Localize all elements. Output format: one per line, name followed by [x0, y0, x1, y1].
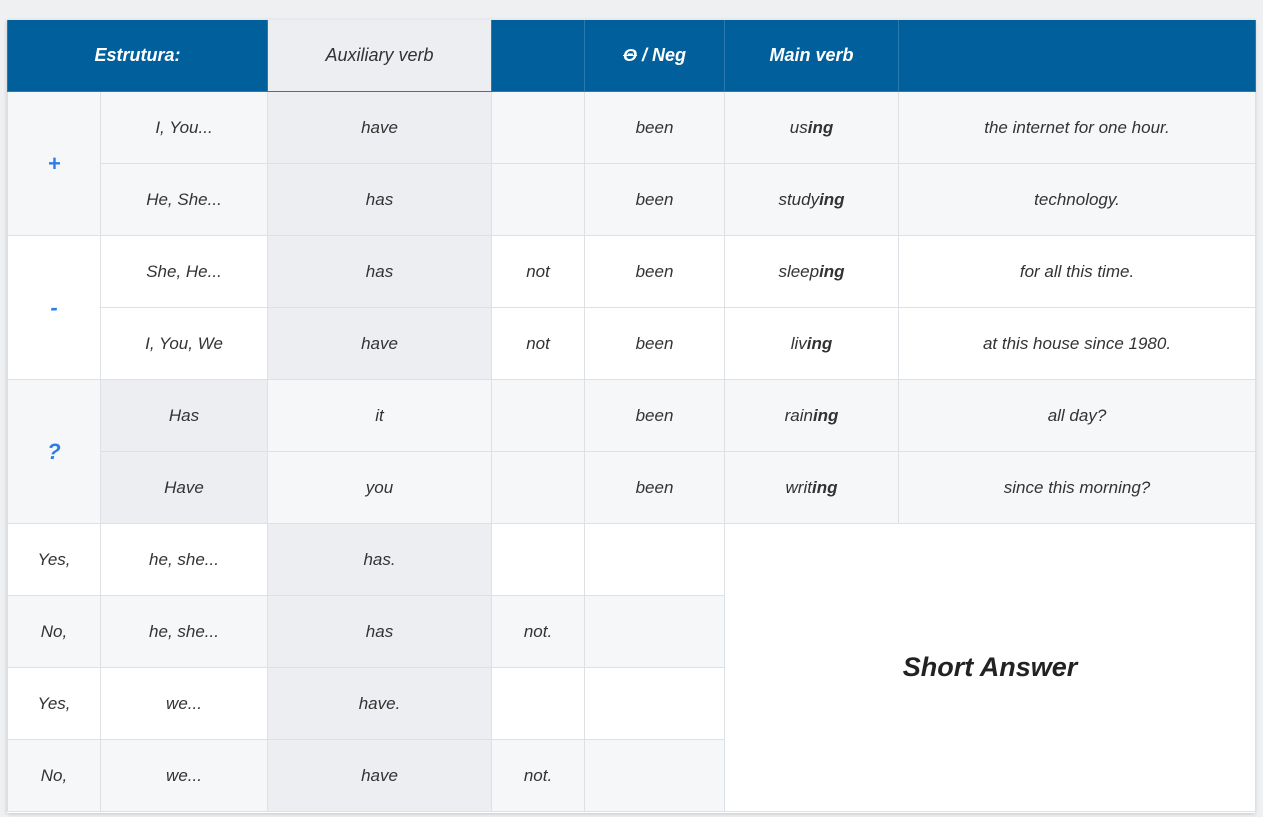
- neg-cell: not.: [492, 740, 585, 812]
- verb-stem: rain: [784, 405, 813, 425]
- table-row: [8, 236, 1256, 308]
- complement-cell: since this morning?: [899, 452, 1256, 524]
- complement-cell: at this house since 1980.: [899, 308, 1256, 380]
- been-cell: been: [585, 92, 725, 164]
- table-row: [8, 92, 1256, 164]
- grammar-table-card: [7, 20, 1255, 813]
- neg-cell: [492, 668, 585, 740]
- subject-cell: She, He...: [101, 236, 268, 308]
- short-answer-label: Short Answer: [725, 524, 1256, 812]
- auxiliary-cell: has: [268, 596, 492, 668]
- auxiliary-cell: have.: [268, 668, 492, 740]
- verb-stem: study: [778, 189, 820, 209]
- verb-suffix: ing: [807, 117, 834, 137]
- answer-cell: Yes,: [8, 524, 101, 596]
- header-auxiliary-verb: Auxiliary verb: [268, 20, 492, 92]
- answer-cell: No,: [8, 596, 101, 668]
- complement-cell: all day?: [899, 380, 1256, 452]
- main-verb-cell: [725, 92, 899, 164]
- main-verb-cell: [725, 452, 899, 524]
- auxiliary-cell: Have: [101, 452, 268, 524]
- main-verb-cell: [725, 164, 899, 236]
- verb-suffix: ing: [812, 405, 839, 425]
- been-cell: been: [585, 236, 725, 308]
- neg-cell: [492, 92, 585, 164]
- subject-cell: I, You, We: [101, 308, 268, 380]
- subject-cell: He, She...: [101, 164, 268, 236]
- neg-symbol: Θ: [623, 45, 638, 65]
- neg-cell: not.: [492, 596, 585, 668]
- complement-cell: the internet for one hour.: [899, 92, 1256, 164]
- main-verb-cell: [725, 236, 899, 308]
- header-blank-2: [899, 20, 1256, 92]
- auxiliary-cell: Has: [101, 380, 268, 452]
- been-cell: been: [585, 164, 725, 236]
- complement-cell: for all this time.: [899, 236, 1256, 308]
- table-row: [8, 524, 1256, 596]
- header-estrutura: Estrutura:: [8, 20, 268, 92]
- been-cell: been: [585, 308, 725, 380]
- subject-cell: it: [268, 380, 492, 452]
- subject-cell: we...: [101, 668, 268, 740]
- auxiliary-cell: has: [268, 236, 492, 308]
- verb-stem: sleep: [778, 261, 820, 281]
- been-cell: been: [585, 452, 725, 524]
- auxiliary-cell: has: [268, 164, 492, 236]
- auxiliary-cell: have: [268, 308, 492, 380]
- table-header-row: [8, 20, 1256, 92]
- neg-cell: [492, 164, 585, 236]
- empty-cell: [585, 740, 725, 812]
- table-row: [8, 164, 1256, 236]
- verb-suffix: ing: [806, 333, 833, 353]
- auxiliary-cell: have: [268, 740, 492, 812]
- subject-cell: I, You...: [101, 92, 268, 164]
- verb-stem: writ: [785, 477, 812, 497]
- answer-cell: No,: [8, 740, 101, 812]
- negative-symbol: -: [8, 236, 101, 380]
- subject-cell: we...: [101, 740, 268, 812]
- main-verb-cell: [725, 308, 899, 380]
- empty-cell: [585, 596, 725, 668]
- empty-cell: [585, 668, 725, 740]
- subject-cell: he, she...: [101, 524, 268, 596]
- interrogative-symbol: ?: [8, 380, 101, 524]
- verb-stem: us: [789, 117, 808, 137]
- neg-cell: not: [492, 308, 585, 380]
- neg-cell: [492, 452, 585, 524]
- neg-cell: [492, 380, 585, 452]
- main-verb-cell: [725, 380, 899, 452]
- table-row: [8, 308, 1256, 380]
- affirmative-symbol: +: [8, 92, 101, 236]
- subject-cell: he, she...: [101, 596, 268, 668]
- table-row: [8, 452, 1256, 524]
- auxiliary-cell: has.: [268, 524, 492, 596]
- table-row: [8, 380, 1256, 452]
- header-main-verb: Main verb: [725, 20, 899, 92]
- neg-cell: not: [492, 236, 585, 308]
- neg-label: / Neg: [637, 45, 687, 65]
- verb-stem: liv: [790, 333, 807, 353]
- verb-suffix: ing: [819, 261, 845, 281]
- complement-cell: technology.: [899, 164, 1256, 236]
- auxiliary-cell: have: [268, 92, 492, 164]
- answer-cell: Yes,: [8, 668, 101, 740]
- verb-suffix: ing: [811, 477, 838, 497]
- neg-cell: [492, 524, 585, 596]
- present-perfect-continuous-table: [7, 20, 1256, 812]
- header-blank-1: [492, 20, 585, 92]
- header-neg: [585, 20, 725, 92]
- been-cell: been: [585, 380, 725, 452]
- subject-cell: you: [268, 452, 492, 524]
- empty-cell: [585, 524, 725, 596]
- verb-suffix: ing: [819, 189, 845, 209]
